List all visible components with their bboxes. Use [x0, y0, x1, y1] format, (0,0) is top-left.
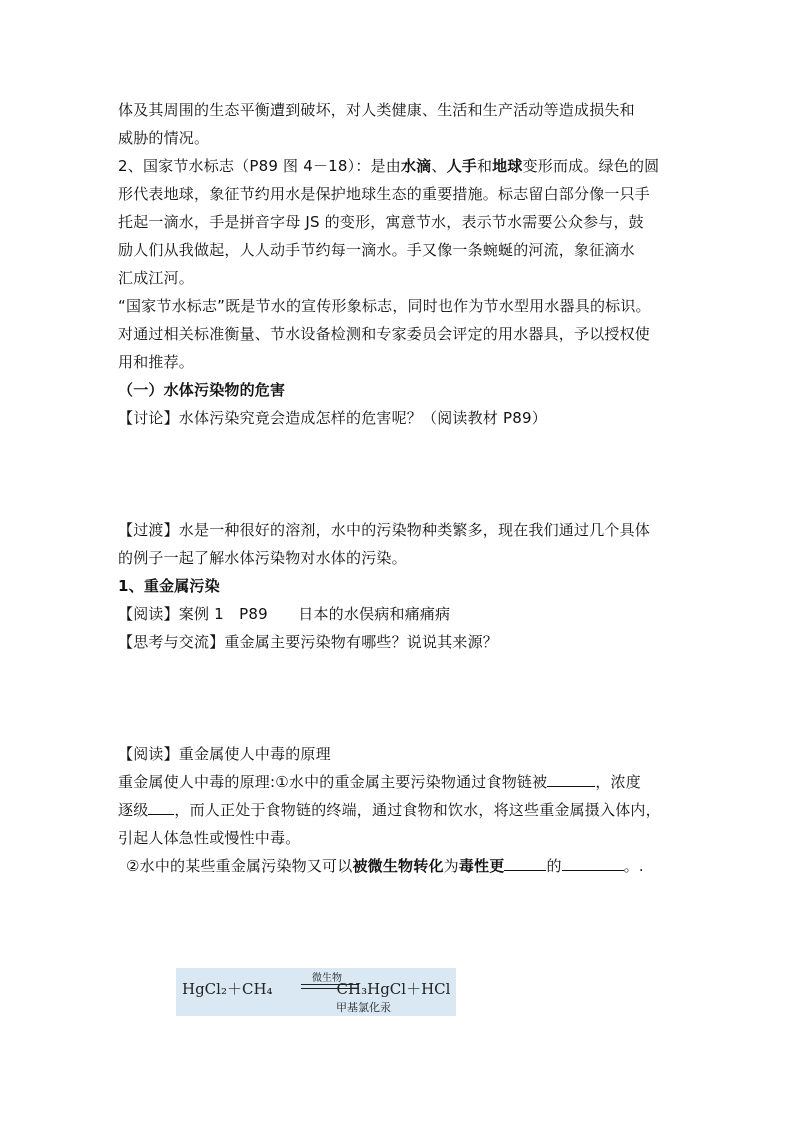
equation-reactants: HgCl₂＋CH₄ [182, 980, 273, 998]
principle-text-b: ，浓度 [595, 773, 641, 791]
transition-line-2: 的例子一起了解水体污染物对水体的污染。 [118, 549, 407, 567]
answer-space-2 [118, 656, 678, 740]
intro-line-2: 威胁的情况。 [118, 129, 210, 147]
logo-text-c: 、 [431, 157, 447, 175]
reading-principle: 【阅读】重金属使人中毒的原理 [118, 745, 331, 763]
section-heading: （一）水体污染物的危害 [118, 381, 286, 399]
logo-text-g: 变形而成。绿色的圆 [522, 157, 660, 175]
fill-blank-1[interactable] [547, 772, 595, 787]
earth-term: 地球 [492, 157, 523, 175]
logo-line-4: 励人们从我做起，人人动手节约每一滴水。手又像一条蜿蜒的河流，象征滴水 [118, 241, 635, 259]
principle-text-c: 逐级 [118, 801, 149, 819]
equation-product-name: 甲基氯化汞 [336, 1001, 391, 1014]
fill-blank-4[interactable] [562, 856, 624, 871]
principle-line-1 [118, 768, 678, 796]
principle-text-h: 。. [623, 857, 644, 875]
principle-text-f: 为 [443, 857, 459, 875]
chemical-equation-image [176, 968, 456, 1016]
document-page [118, 96, 678, 880]
logo-line-3: 托起一滴水，手是拼音字母 JS 的变形，寓意节水，表示节水需要公众参与，鼓 [118, 213, 644, 231]
transition-line-1: 【过渡】水是一种很好的溶剂，水中的污染物种类繁多，现在我们通过几个具体 [118, 521, 651, 539]
equation-arrow [301, 984, 359, 989]
discussion-prompt: 【讨论】水体污染究竟会造成怎样的危害呢？（阅读教材 P89） [118, 409, 547, 427]
logo-line-2: 形代表地球，象征节约用水是保护地球生态的重要措施。标志留白部分像一只手 [118, 185, 651, 203]
principle-line-4 [118, 852, 678, 880]
logo-text-a: 2、国家节水标志（P89 图 4－18）：是由 [118, 157, 401, 175]
principle-text-e: ②水中的某些重金属污染物又可以 [126, 857, 353, 875]
principle-line-3: 引起人体急性或慢性中毒。 [118, 829, 301, 847]
reading-case: 【阅读】案例 1 P89 日本的水俣病和痛痛病 [118, 605, 451, 623]
water-drop-term: 水滴 [400, 157, 432, 175]
fill-blank-3[interactable] [504, 856, 546, 871]
microbe-term: 被微生物转化 [352, 857, 444, 875]
toxicity-term: 毒性更 [458, 857, 505, 875]
mark-line-1: “国家节水标志”既是节水的宣传形象标志，同时也作为节水型用水器具的标识。 [118, 297, 651, 315]
intro-line-1: 体及其周围的生态平衡遭到破坏，对人类健康、生活和生产活动等造成损失和 [118, 101, 635, 119]
mark-line-3: 用和推荐。 [118, 353, 195, 371]
equation-products: CH₃HgCl＋HCl [336, 980, 451, 998]
principle-text-g: 的 [546, 857, 562, 875]
fill-blank-2[interactable] [148, 800, 174, 815]
answer-space [118, 432, 678, 516]
logo-line-1 [118, 152, 678, 180]
equation-catalyst: 微生物 [312, 973, 342, 984]
principle-text-d: ，而人正处于食物链的终端，通过食物和饮水，将这些重金属摄入体内， [174, 801, 661, 819]
logo-text-e: 和 [476, 157, 493, 175]
think-exchange: 【思考与交流】重金属主要污染物有哪些？说说其来源？ [118, 633, 499, 651]
mark-line-2: 对通过相关标准衡量、节水设备检测和专家委员会评定的用水器具，予以授权使 [118, 325, 651, 343]
principle-line-2 [118, 796, 678, 824]
hand-term: 人手 [446, 157, 477, 175]
principle-text-a: 重金属使人中毒的原理:①水中的重金属主要污染物通过食物链被 [118, 773, 548, 791]
heavy-metal-heading: 1、重金属污染 [118, 577, 220, 595]
logo-line-5: 汇成江河。 [118, 269, 195, 287]
